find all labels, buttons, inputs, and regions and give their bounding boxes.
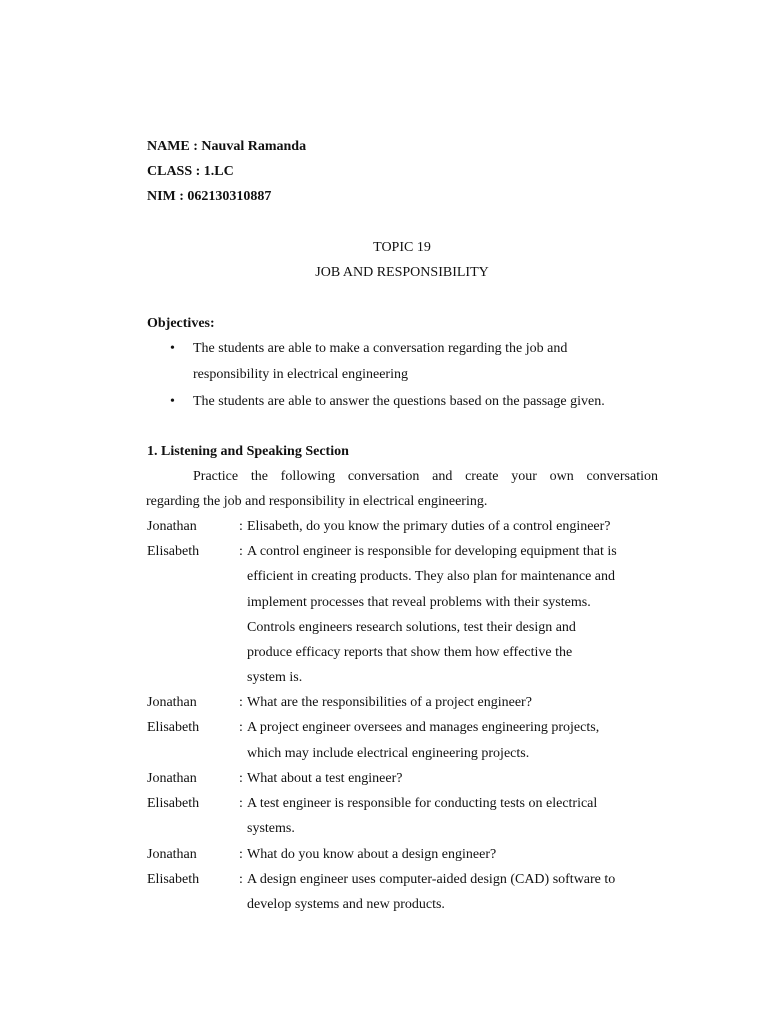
dialogue-line: A test engineer is responsible for conducting tests on electrical	[247, 796, 598, 811]
dialogue-line: efficient in creating products. They also plan for maintenance and	[247, 569, 616, 584]
objective-1-line-1: The students are able to make a conversation regarding the job and	[193, 341, 568, 356]
dialogue-line: A control engineer is responsible for developing equipment that is	[247, 544, 617, 559]
dialogue-line: A design engineer uses computer-aided design (CAD) software to	[247, 872, 616, 887]
student-nim: NIM : 062130310887	[147, 189, 272, 204]
dialogue-line: What do you know about a design engineer?	[247, 847, 497, 862]
topic-title: JOB AND RESPONSIBILITY	[315, 265, 489, 280]
speaker-name: Jonathan	[147, 519, 197, 534]
dialogue-line: develop systems and new products.	[247, 897, 445, 912]
dialogue-line: What are the responsibilities of a project engineer?	[247, 695, 532, 710]
speaker-separator: :	[239, 796, 243, 811]
dialogue-line: system is.	[247, 670, 303, 685]
dialogue-line: systems.	[247, 821, 295, 836]
student-class: CLASS : 1.LC	[147, 164, 234, 179]
speaker-name: Elisabeth	[147, 544, 200, 559]
objective-1-line-2: responsibility in electrical engineering	[193, 367, 408, 382]
section-intro-line-1: Practice the following conversation and create your own conversation	[193, 469, 658, 484]
student-name: NAME : Nauval Ramanda	[147, 139, 307, 154]
bullet-icon: •	[170, 394, 175, 409]
speaker-name: Jonathan	[147, 771, 197, 786]
objectives-heading: Objectives:	[147, 316, 215, 331]
dialogue-line: implement processes that reveal problems with their systems.	[247, 595, 591, 610]
dialogue-line: which may include electrical engineering projects.	[247, 746, 530, 761]
dialogue-line: produce efficacy reports that show them how effective the	[247, 645, 573, 660]
speaker-separator: :	[239, 771, 243, 786]
speaker-name: Jonathan	[147, 847, 197, 862]
speaker-separator: :	[239, 544, 243, 559]
speaker-name: Elisabeth	[147, 796, 200, 811]
speaker-name: Elisabeth	[147, 872, 200, 887]
speaker-separator: :	[239, 872, 243, 887]
dialogue-line: What about a test engineer?	[247, 771, 403, 786]
objective-2-line-1: The students are able to answer the questions based on the passage given.	[193, 394, 605, 409]
speaker-separator: :	[239, 720, 243, 735]
speaker-name: Elisabeth	[147, 720, 200, 735]
dialogue-line: A project engineer oversees and manages engineering projects,	[247, 720, 600, 735]
topic-number: TOPIC 19	[373, 240, 431, 255]
speaker-separator: :	[239, 519, 243, 534]
dialogue-line: Elisabeth, do you know the primary duties of a control engineer?	[247, 519, 611, 534]
speaker-separator: :	[239, 695, 243, 710]
section-intro-line-2: regarding the job and responsibility in electrical engineering.	[146, 494, 488, 509]
speaker-name: Jonathan	[147, 695, 197, 710]
speaker-separator: :	[239, 847, 243, 862]
dialogue-line: Controls engineers research solutions, test their design and	[247, 620, 576, 635]
section-heading: 1. Listening and Speaking Section	[147, 444, 349, 459]
bullet-icon: •	[170, 341, 175, 356]
